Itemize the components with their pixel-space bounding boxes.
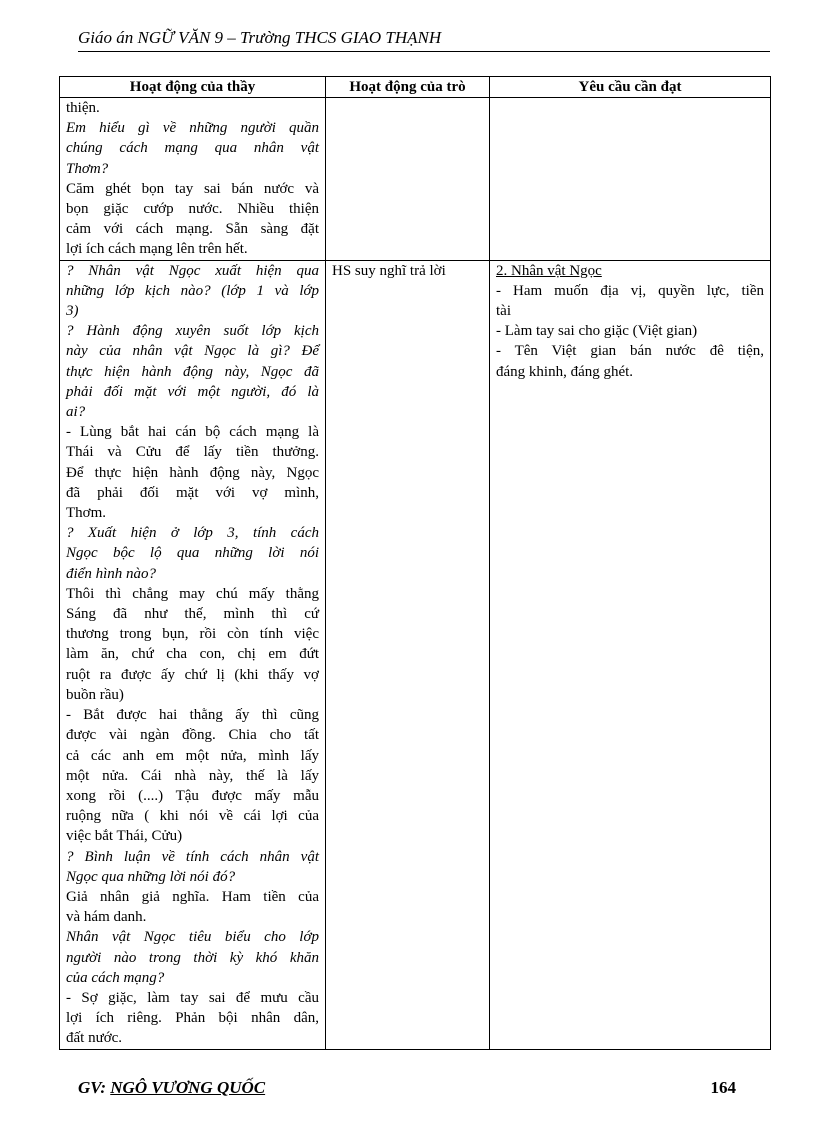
teacher-text-line: và hám danh. [66, 909, 147, 926]
teacher-activity-cell [60, 260, 326, 1049]
teacher-text-line: chúng cách mạng qua nhân vật [66, 140, 319, 157]
teacher-text-line: phải đối mặt với một người, đó là [66, 383, 319, 400]
teacher-text-line: Ngọc bộc lộ qua những lời nói [66, 545, 319, 562]
teacher-text-line: đất nước. [66, 1030, 123, 1047]
requirement-line: - Làm tay sai cho giặc (Việt gian) [496, 323, 698, 340]
teacher-text-line: Giả nhân giả nghĩa. Ham tiền của [66, 888, 319, 905]
table-row [60, 260, 771, 1049]
teacher-text-line: lợi ích riêng. Phản bội nhân dân, [66, 1010, 319, 1027]
requirement-cell [490, 98, 771, 261]
teacher-text-line: buồn rầu) [66, 686, 124, 703]
column-header-teacher: Hoạt động của thầy [60, 77, 326, 98]
teacher-text-line: Thái và Cửu để lấy tiền thưởng. [66, 444, 319, 461]
teacher-text-line: đã phải đối mặt với vợ mình, [66, 484, 319, 501]
teacher-text-line: - Sợ giặc, làm tay sai để mưu cầu [66, 989, 319, 1006]
teacher-text-line: Em hiểu gì về những người quần [66, 120, 319, 137]
teacher-text-line: cả các anh em một nửa, mình lấy [66, 747, 319, 764]
teacher-text-line: Sáng đã như thế, mình thì cứ [66, 606, 319, 623]
teacher-text-line: Ngọc qua những lời nói đó? [66, 868, 236, 885]
teacher-text-line: Nhân vật Ngọc tiêu biểu cho lớp [66, 929, 319, 946]
requirement-line: đáng khinh, đáng ghét. [496, 363, 634, 380]
teacher-text-line: được vài ngàn đồng. Chia cho tất [66, 727, 319, 744]
teacher-text-line: điển hình nào? [66, 565, 156, 582]
student-activity-cell [326, 98, 490, 261]
teacher-text-line: ? Hành động xuyên suốt lớp kịch [66, 323, 319, 340]
footer-teacher [78, 1078, 265, 1098]
teacher-text-line: ? Xuất hiện ở lớp 3, tính cách [66, 525, 319, 542]
teacher-text-line: lợi ích cách mạng lên trên hết. [66, 241, 248, 258]
teacher-text-line: ai? [66, 404, 86, 421]
teacher-text-line: những lớp kịch nào? (lớp 1 và lớp [66, 282, 319, 299]
teacher-text-line: bọn giặc cướp nước. Nhiều thiện [66, 201, 319, 218]
page-header: Giáo án NGỮ VĂN 9 – Trường THCS GIAO THẠNH [78, 28, 442, 47]
teacher-text-line: ? Nhân vật Ngọc xuất hiện qua [66, 262, 319, 279]
teacher-text-line: thực hiện hành động này, Ngọc đã [66, 363, 319, 380]
teacher-text-line: xong rồi (....) Tậu được mấy mẫu [66, 787, 319, 804]
teacher-text-line: việc bắt Thái, Cửu) [66, 828, 183, 845]
teacher-text-line: Thơm? [66, 160, 109, 177]
teacher-text-line: thiện. [66, 100, 100, 116]
teacher-text-line: ruột ra được ấy chứ lị (khi thấy vợ [66, 666, 319, 683]
teacher-text-line: của cách mạng? [66, 969, 165, 986]
teacher-text-line: ruộng nữa ( khi nói về cái lợi của [66, 808, 319, 825]
student-answer: HS suy nghĩ trả lời [332, 262, 446, 279]
teacher-text-line: - Bắt được hai thằng ấy thì cũng [66, 707, 319, 724]
column-header-student: Hoạt động của trò [326, 77, 490, 98]
teacher-text-line: một nửa. Cái nhà này, thế là lấy [66, 767, 319, 784]
teacher-text-line: cảm với cách mạng. Sẵn sàng đặt [66, 221, 319, 238]
teacher-text-line: Thôi thì chẳng may chú mấy thằng [66, 585, 319, 602]
requirement-line: - Ham muốn địa vị, quyền lực, tiền [496, 282, 764, 299]
requirement-line: tài [496, 303, 511, 320]
teacher-text-line: - Lùng bắt hai cán bộ cách mạng là [66, 424, 319, 441]
table-header-row [60, 77, 771, 98]
teacher-activity-cell [60, 98, 326, 261]
header-underline [78, 51, 770, 52]
requirement-cell [490, 260, 771, 1049]
footer-teacher-name: NGÔ VƯƠNG QUỐC [110, 1078, 266, 1097]
table-row [60, 98, 771, 261]
teacher-text-line: làm ăn, chứ cha con, chị em đứt [66, 646, 319, 663]
teacher-text-line: Căm ghét bọn tay sai bán nước và [66, 180, 319, 197]
teacher-text-line: Thơm. [66, 505, 107, 522]
teacher-text-line: Để thực hiện hành động này, Ngọc [66, 464, 319, 481]
teacher-text-line: thương trong bụn, rồi còn tính việc [66, 626, 319, 643]
teacher-text-line: ? Bình luận về tính cách nhân vật [66, 848, 319, 865]
requirement-line: - Tên Việt gian bán nước đê tiện, [496, 343, 764, 360]
teacher-text-line: 3) [66, 303, 79, 320]
student-activity-cell [326, 260, 490, 1049]
column-header-requirement: Yêu cầu cần đạt [490, 77, 771, 98]
page-number: 164 [710, 1078, 736, 1097]
teacher-text-line: này của nhân vật Ngọc là gì? Để [66, 343, 319, 360]
lesson-plan-table [59, 76, 771, 1050]
footer-teacher-label: GV: [78, 1078, 107, 1097]
requirement-heading: 2. Nhân vật Ngọc [496, 262, 602, 279]
teacher-text-line: người nào trong thời kỳ khó khăn [66, 949, 319, 966]
